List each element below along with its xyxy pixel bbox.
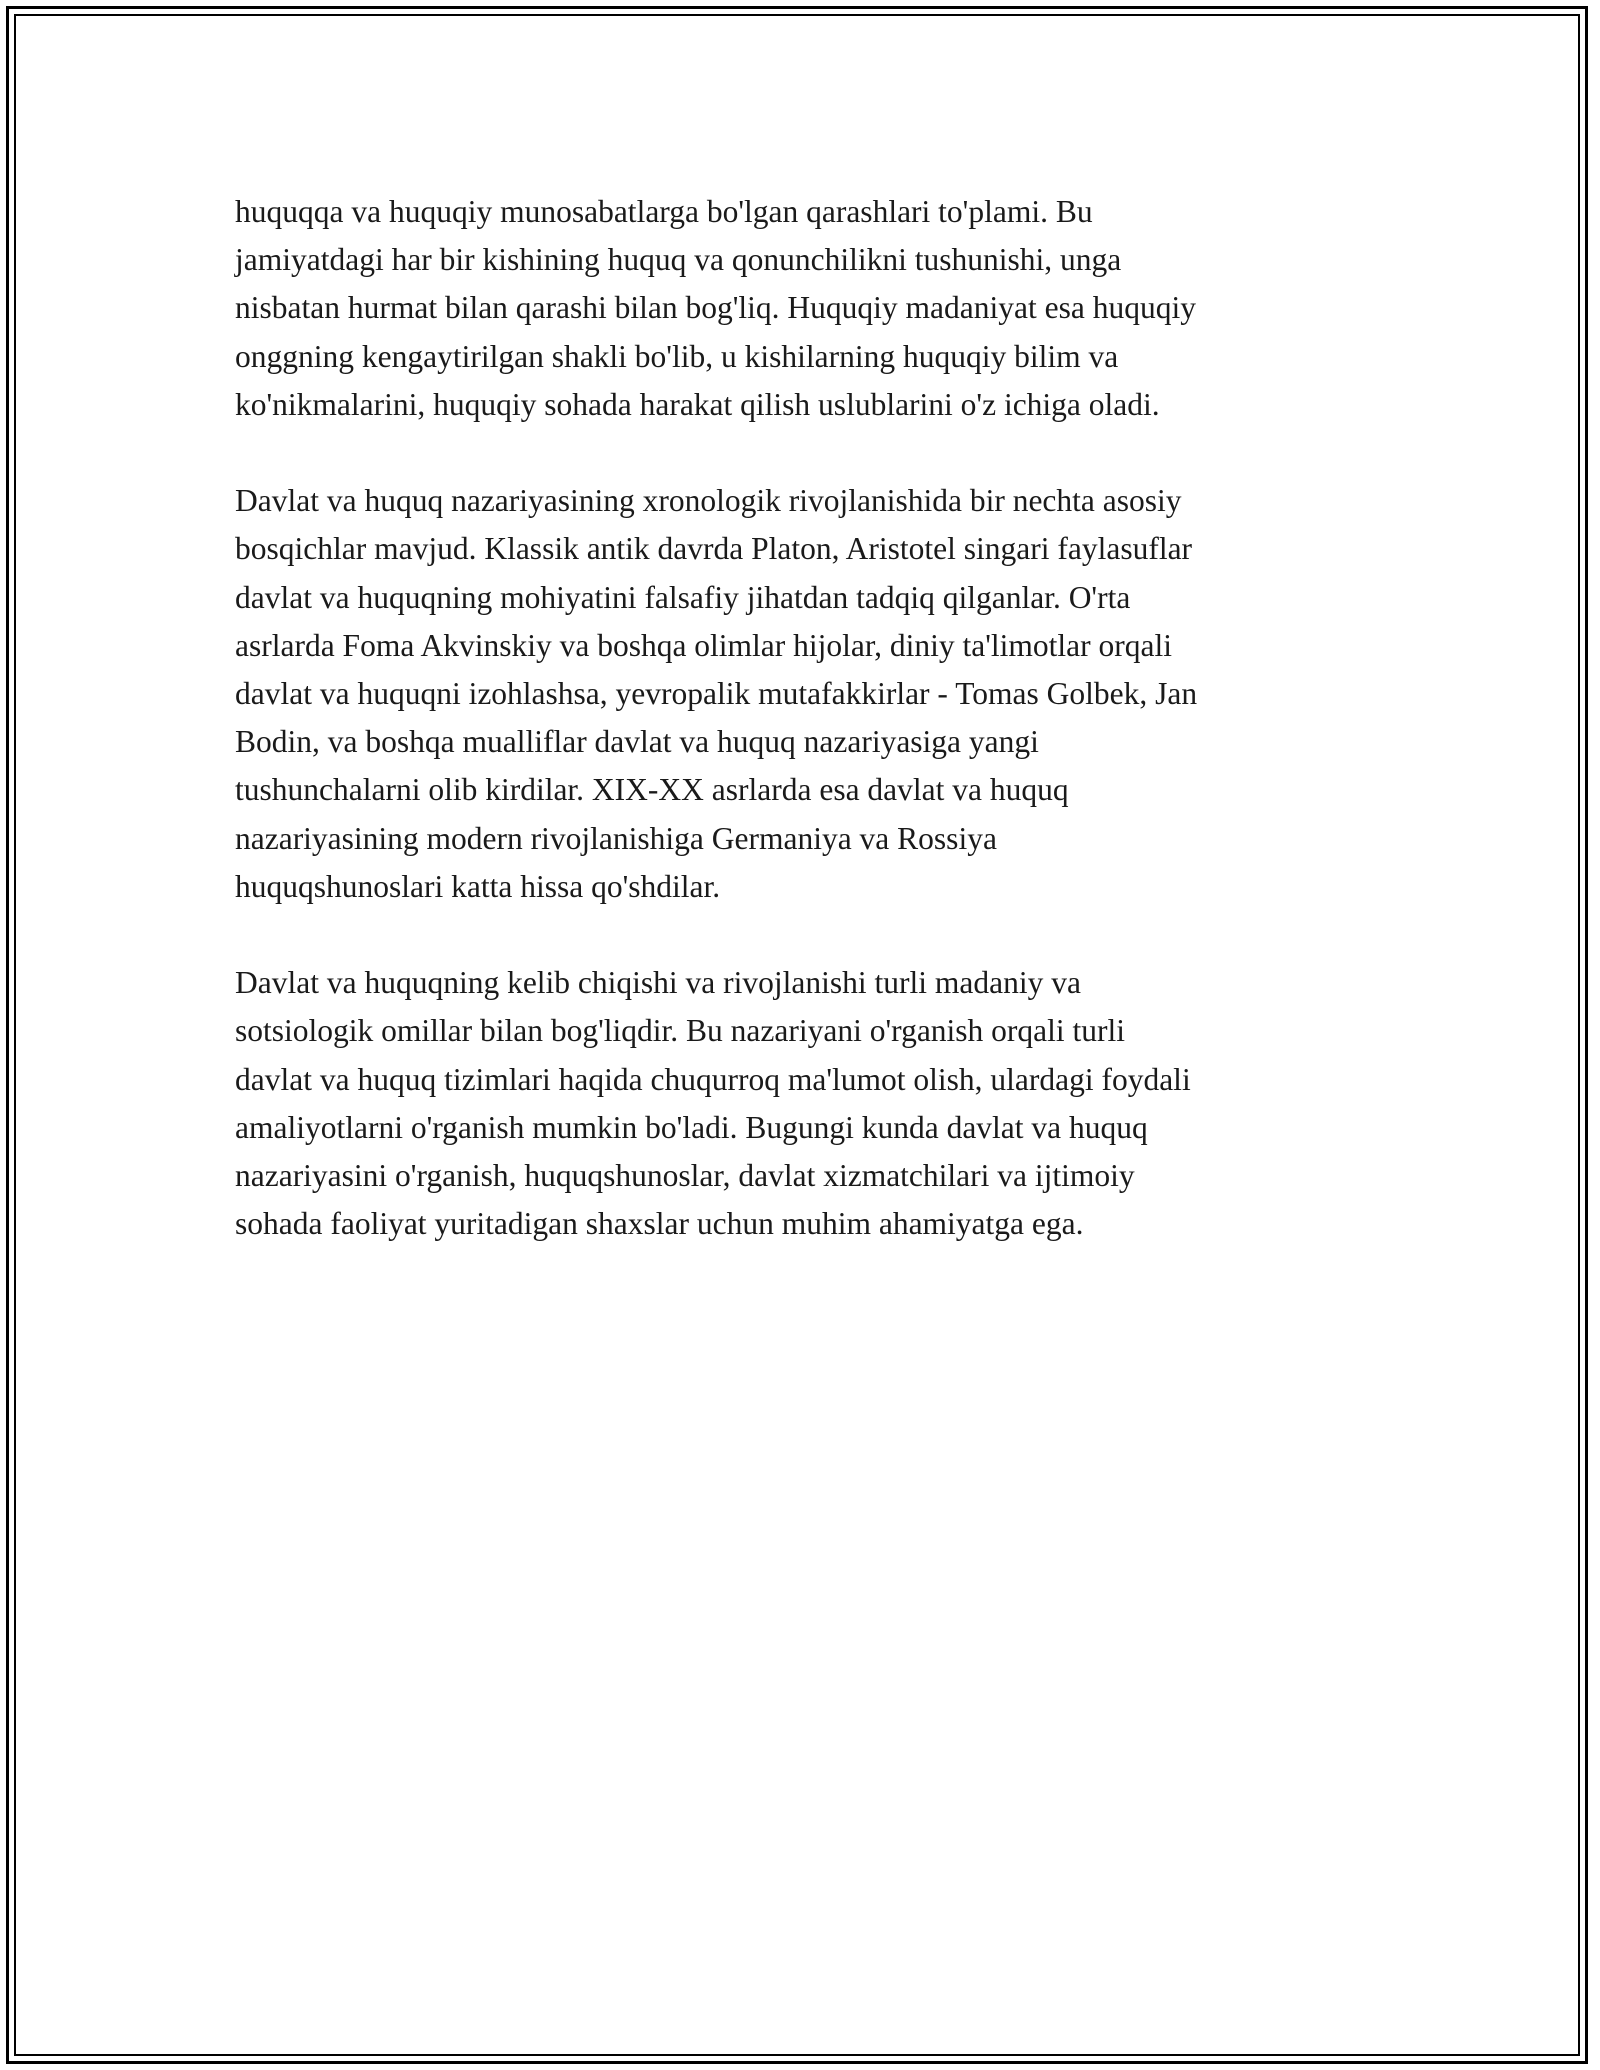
text-line: huquqqa va huquqiy munosabatlarga bo'lgan qarashlari to'plami. Bu	[235, 194, 1093, 229]
text-line: Bodin, va boshqa mualliflar davlat va huquq nazariyasiga yangi	[235, 724, 1039, 760]
text-line: tushunchalarni olib kirdilar. XIX-XX asrlarda esa davlat va huquq	[235, 772, 1069, 808]
paragraph-history	[235, 477, 1375, 911]
text-line: nazariyasining modern rivojlanishiga Germaniya va Rossiya	[235, 820, 997, 856]
text-line: davlat va huquqning mohiyatini falsafiy jihatdan tadqiq qilganlar. O'rta	[235, 579, 1131, 615]
text-line: nisbatan hurmat bilan qarashi bilan bog'liq. Huquqiy madaniyat esa huquqiy	[235, 290, 1196, 326]
text-line: Davlat va huquq nazariyasining xronologik rivojlanishida bir nechta asosiy	[235, 483, 1182, 519]
text-line: bosqichlar mavjud. Klassik antik davrda Platon, Aristotel singari faylasuflar	[235, 531, 1193, 567]
paragraph-legal-consciousness	[235, 188, 1375, 429]
text-line: onggning kengaytirilgan shakli bo'lib, u kishilarning huquqiy bilim va	[235, 338, 1119, 374]
text-line: nazariyasini o'rganish, huquqshunoslar, davlat xizmatchilari va ijtimoiy	[235, 1158, 1135, 1194]
text-line: sohada faoliyat yuritadigan shaxslar uchun muhim ahamiyatga ega.	[235, 1206, 1084, 1242]
text-line: sotsiologik omillar bilan bog'liqdir. Bu nazariyani o'rganish orqali turli	[235, 1013, 1126, 1049]
paragraph-development	[235, 959, 1375, 1248]
text-line: jamiyatdagi har bir kishining huquq va qonunchilikni tushunishi, unga	[235, 242, 1122, 278]
text-line: davlat va huquqni izohlashsa, yevropalik mutafakkirlar - Tomas Golbek, Jan	[235, 676, 1198, 712]
document-body	[235, 188, 1375, 1297]
text-line: Davlat va huquqning kelib chiqishi va rivojlanishi turli madaniy va	[235, 965, 1081, 1001]
text-line: ko'nikmalarini, huquqiy sohada harakat qilish uslublarini o'z ichiga oladi.	[235, 386, 1160, 422]
text-line: asrlarda Foma Akvinskiy va boshqa olimlar hijolar, diniy ta'limotlar orqali	[235, 627, 1172, 663]
text-line: davlat va huquq tizimlari haqida chuqurroq ma'lumot olish, ulardagi foydali	[235, 1061, 1191, 1097]
text-line: huquqshunoslari katta hissa qo'shdilar.	[235, 868, 721, 904]
text-line: amaliyotlarni o'rganish mumkin bo'ladi. Bugungi kunda davlat va huquq	[235, 1109, 1148, 1145]
